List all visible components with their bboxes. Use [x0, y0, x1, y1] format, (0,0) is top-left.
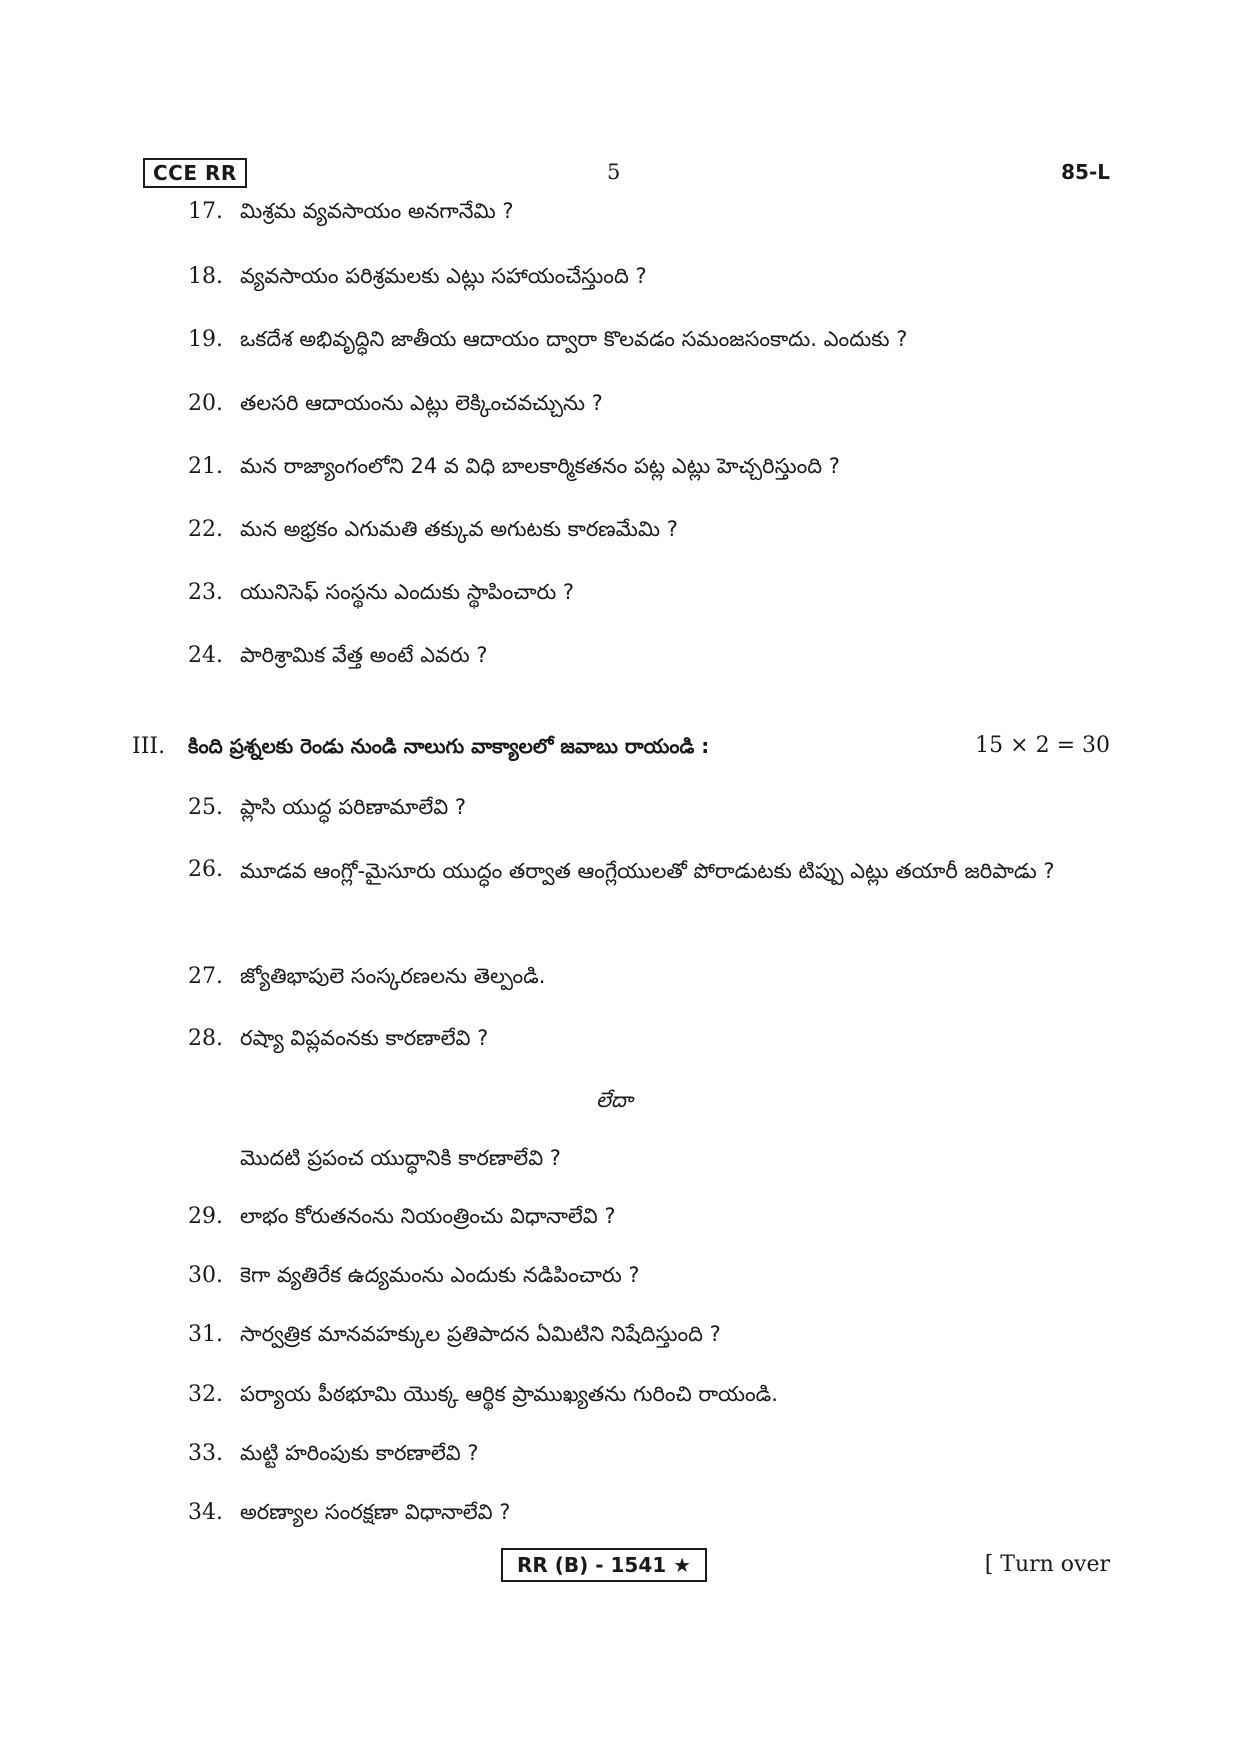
question-33 — [188, 1433, 1108, 1474]
question-text: వ్యవసాయం పరిశ్రమలకు ఎట్లు సహాయంచేస్తుంది ? — [240, 264, 647, 288]
question-text: పర్యాయ పీఠభూమి యొక్క ఆర్థిక ప్రాముఖ్యతను గురించి రాయండి. — [240, 1382, 778, 1406]
question-number: 26. — [188, 857, 223, 882]
question-text: జ్యోతిభాపులె సంస్కరణలను తెల్పండి. — [240, 964, 546, 988]
question-number: 28. — [188, 1026, 223, 1051]
question-25 — [188, 787, 1108, 828]
question-27 — [188, 956, 1108, 997]
question-32 — [188, 1374, 1108, 1415]
question-text: అరణ్యాల సంరక్షణా విధానాలేవి ? — [240, 1500, 511, 1524]
question-text: రష్యా విప్లవంనకు కారణాలేవి ? — [240, 1026, 489, 1050]
question-number: 33. — [188, 1441, 223, 1466]
question-number: 23. — [188, 580, 223, 605]
paper-code: 85-L — [1061, 160, 1110, 184]
section-number: III. — [132, 734, 166, 759]
alternative-question: మొదటి ప్రపంచ యుద్ధానికి కారణాలేవి ? — [240, 1146, 561, 1170]
section-instruction: కింది ప్రశ్నలకు రెండు నుండి నాలుగు వాక్యాలలో జవాబు రాయండి : — [188, 734, 710, 758]
question-number: 19. — [188, 327, 223, 352]
question-number: 27. — [188, 964, 223, 989]
question-text: కెగా వ్యతిరేక ఉద్యమంను ఎందుకు నడిపించారు ? — [240, 1263, 640, 1287]
or-separator: లేదా — [596, 1088, 633, 1112]
question-text: మూడవ ఆంగ్లో-మైసూరు యుద్ధం తర్వాత ఆంగ్లేయులతో పోరాడుటకు టిప్పు ఎట్లు తయారీ జరిపాడు ? — [240, 859, 1055, 883]
question-text: ఒకదేశ అభివృద్ధిని జాతీయ ఆదాయం ద్వారా కొలవడం సమంజసంకాదు. ఎందుకు ? — [240, 327, 908, 351]
question-number: 32. — [188, 1382, 223, 1407]
footer-code-box: RR (B) - 1541 ★ — [501, 1548, 707, 1582]
question-21 — [188, 446, 1108, 487]
question-26 — [188, 850, 1108, 892]
question-24 — [188, 635, 1108, 676]
question-number: 22. — [188, 517, 223, 542]
question-number: 31. — [188, 1322, 223, 1347]
question-19 — [188, 319, 1108, 360]
question-number: 21. — [188, 454, 223, 479]
question-29 — [188, 1196, 1108, 1237]
question-number: 24. — [188, 643, 223, 668]
question-22 — [188, 509, 1108, 550]
page-number: 5 — [607, 160, 621, 184]
question-28 — [188, 1018, 1108, 1059]
section-marks: 15 × 2 = 30 — [975, 733, 1110, 758]
question-text: మన రాజ్యాంగంలోని 24 వ విధి బాలకార్మికతనం పట్ల ఎట్లు హెచ్చరిస్తుంది ? — [240, 454, 840, 478]
question-number: 25. — [188, 795, 223, 820]
question-text: లాభం కోరుతనంను నియంత్రించు విధానాలేవి ? — [240, 1204, 616, 1228]
question-text: యునిసెఫ్ సంస్థను ఎందుకు స్థాపించారు ? — [240, 580, 575, 604]
question-number: 30. — [188, 1263, 223, 1288]
question-18 — [188, 256, 1108, 297]
question-text: తలసరి ఆదాయంను ఎట్లు లెక్కించవచ్చును ? — [240, 391, 603, 415]
question-34 — [188, 1492, 1108, 1533]
question-20 — [188, 383, 1108, 424]
question-text: పారిశ్రామిక వేత్త అంటే ఎవరు ? — [240, 643, 488, 667]
question-text: మట్టి హరింపుకు కారణాలేవి ? — [240, 1441, 479, 1465]
question-number: 20. — [188, 391, 223, 416]
question-text: ప్లాసి యుద్ధ పరిణామాలేవి ? — [240, 795, 466, 819]
question-number: 34. — [188, 1500, 223, 1525]
question-text: సార్వత్రిక మానవహక్కుల ప్రతిపాదన ఏమిటిని నిషేదిస్తుంది ? — [240, 1322, 721, 1346]
question-number: 17. — [188, 199, 223, 224]
turn-over-note: [ Turn over — [984, 1552, 1110, 1577]
question-17 — [188, 191, 1108, 232]
question-number: 29. — [188, 1204, 223, 1229]
page-header — [143, 158, 1110, 194]
exam-code-box: CCE RR — [143, 158, 247, 188]
question-text: మిశ్రమ వ్యవసాయం అనగానేమి ? — [240, 199, 514, 223]
question-23 — [188, 572, 1108, 613]
question-30 — [188, 1255, 1108, 1296]
question-number: 18. — [188, 264, 223, 289]
question-text: మన అభ్రకం ఎగుమతి తక్కువ అగుటకు కారణమేమి ? — [240, 517, 678, 541]
section-heading — [132, 726, 1110, 767]
question-31 — [188, 1314, 1108, 1355]
